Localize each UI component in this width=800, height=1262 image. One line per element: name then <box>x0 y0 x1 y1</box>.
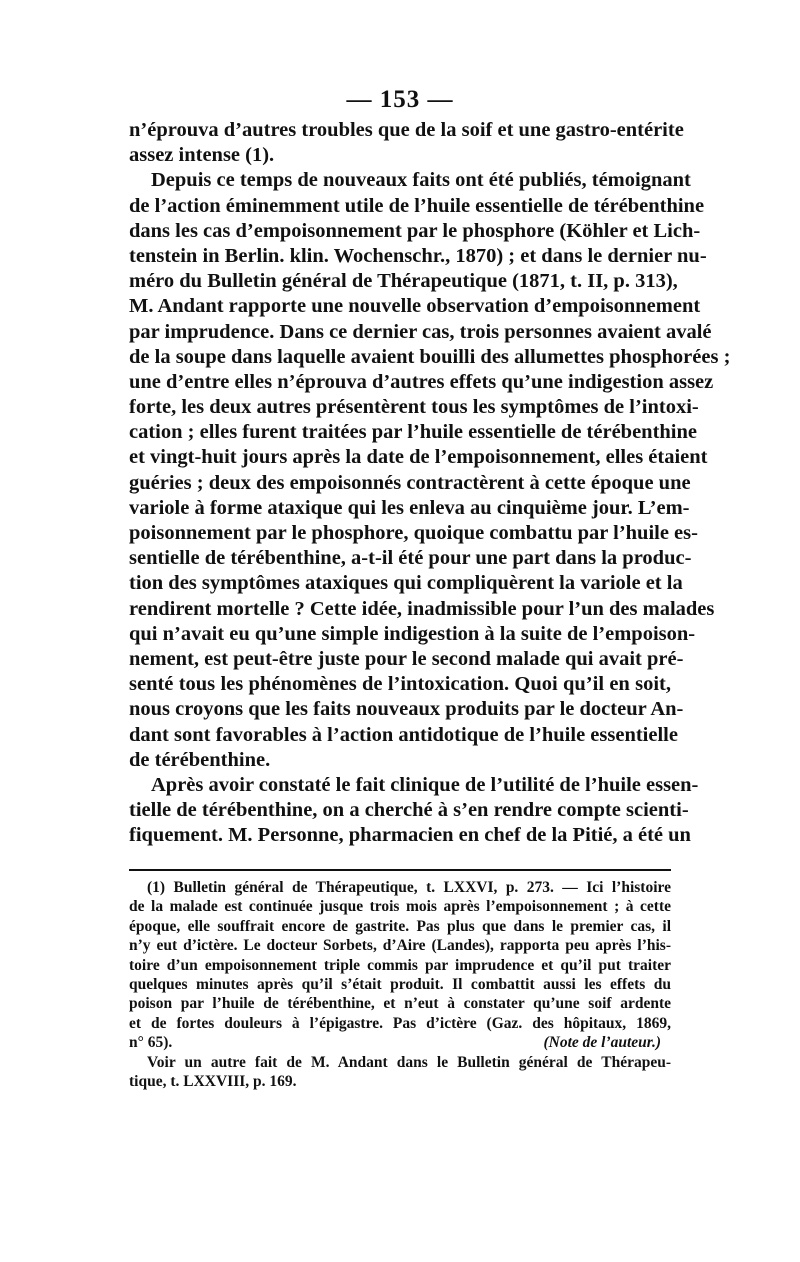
text-line: tenstein in Berlin. klin. Wochenschr., 1870) ; et dans le dernier nu- <box>129 244 707 267</box>
text-line: dans les cas d’empoisonnement par le phosphore (Köhler et Lich- <box>129 219 701 242</box>
footnote-line: de la malade est continuée jusque trois mois après l’empoisonnement ; à cette <box>129 898 671 916</box>
text-line: rendirent mortelle ? Cette idée, inadmissible pour l’un des malades <box>129 597 715 620</box>
footnote-line: Voir un autre fait de M. Andant dans le Bulletin général de Thérapeu- <box>147 1053 671 1071</box>
text-line: Depuis ce temps de nouveaux faits ont été publiés, témoignant <box>151 169 691 192</box>
text-line: dant sont favorables à l’action antidotique de l’huile essentielle <box>129 723 678 746</box>
text-line: qui n’avait eu qu’une simple indigestion à la suite de l’empoison- <box>129 622 696 645</box>
text-line: tion des symptômes ataxiques qui compliquèrent la variole et la <box>129 572 683 595</box>
footnote-line-with-attribution <box>129 1033 671 1052</box>
page-number: — 153 — <box>346 86 454 113</box>
footnote-line: et de fortes douleurs à l’épigastre. Pas d’ictère (Gaz. des hôpitaux, 1869, <box>129 1014 671 1032</box>
footnote-line: quelques minutes après qu’il s’était produit. Il combattit aussi les effets du <box>129 975 671 993</box>
footnote-line: n° 65). <box>129 1034 173 1052</box>
footnote-line: n’y eut d’ictère. Le docteur Sorbets, d’Aire (Landes), rapporta peu après l’his- <box>129 937 671 955</box>
text-line: guéries ; deux des empoisonnés contractèrent à cette époque une <box>129 471 691 494</box>
text-line: de la soupe dans laquelle avaient bouilli des allumettes phosphorées ; <box>129 345 731 368</box>
footnote-line: époque, elle souffrait encore de gastrite. Pas plus que dans le premier cas, il <box>129 917 671 935</box>
text-line: cation ; elles furent traitées par l’huile essentielle de térébenthine <box>129 421 698 444</box>
footnote-line: toire d’un empoisonnement triple commis par imprudence et qu’il put traiter <box>129 956 671 974</box>
text-line: une d’entre elles n’éprouva d’autres effets qu’une indigestion assez <box>129 370 714 393</box>
author-note: (Note de l’auteur.) <box>543 1034 661 1052</box>
text-line: fiquement. M. Personne, pharmacien en chef de la Pitié, a été un <box>129 824 691 847</box>
footnote-separator <box>129 869 671 871</box>
text-line: Après avoir constaté le fait clinique de l’utilité de l’huile essen- <box>151 773 699 796</box>
text-line: n’éprouva d’autres troubles que de la soif et une gastro-entérite <box>129 119 684 141</box>
text-line: méro du Bulletin général de Thérapeutique (1871, t. II, p. 313), <box>129 270 678 293</box>
footnotes <box>129 878 671 1091</box>
text-line: variole à forme ataxique qui les enleva au cinquième jour. L’em- <box>129 496 690 519</box>
text-line: M. Andant rapporte une nouvelle observation d’empoisonnement <box>129 295 701 318</box>
footnote-line: (1) Bulletin général de Thérapeutique, t. LXXVI, p. 273. — Ici l’histoire <box>147 879 671 896</box>
text-line: et vingt-huit jours après la date de l’empoisonnement, elles étaient <box>129 446 708 469</box>
footnote-line: poison par l’huile de térébenthine, et n’eut à constater qu’une soif ardente <box>129 995 671 1013</box>
text-line: nous croyons que les faits nouveaux produits par le docteur An- <box>129 698 684 721</box>
text-line: de l’action éminemment utile de l’huile essentielle de térébenthine <box>129 194 705 217</box>
body-text <box>129 118 731 848</box>
footnote-line: tique, t. LXXVIII, p. 169. <box>129 1072 297 1090</box>
text-line: de térébenthine. <box>129 748 271 771</box>
text-line: poisonnement par le phosphore, quoique combattu par l’huile es- <box>129 522 698 544</box>
text-line: nement, est peut-être juste pour le second malade qui avait pré- <box>129 647 684 670</box>
text-line: tielle de térébenthine, on a cherché à s’en rendre compte scienti- <box>129 799 689 822</box>
text-line: par imprudence. Dans ce dernier cas, trois personnes avaient avalé <box>129 320 712 343</box>
text-line: assez intense (1). <box>129 144 275 167</box>
text-line: senté tous les phénomènes de l’intoxication. Quoi qu’il en soit, <box>129 673 671 696</box>
text-line: sentielle de térébenthine, a-t-il été pour une part dans la produc- <box>129 547 692 570</box>
text-line: forte, les deux autres présentèrent tous les symptômes de l’intoxi- <box>129 396 699 419</box>
